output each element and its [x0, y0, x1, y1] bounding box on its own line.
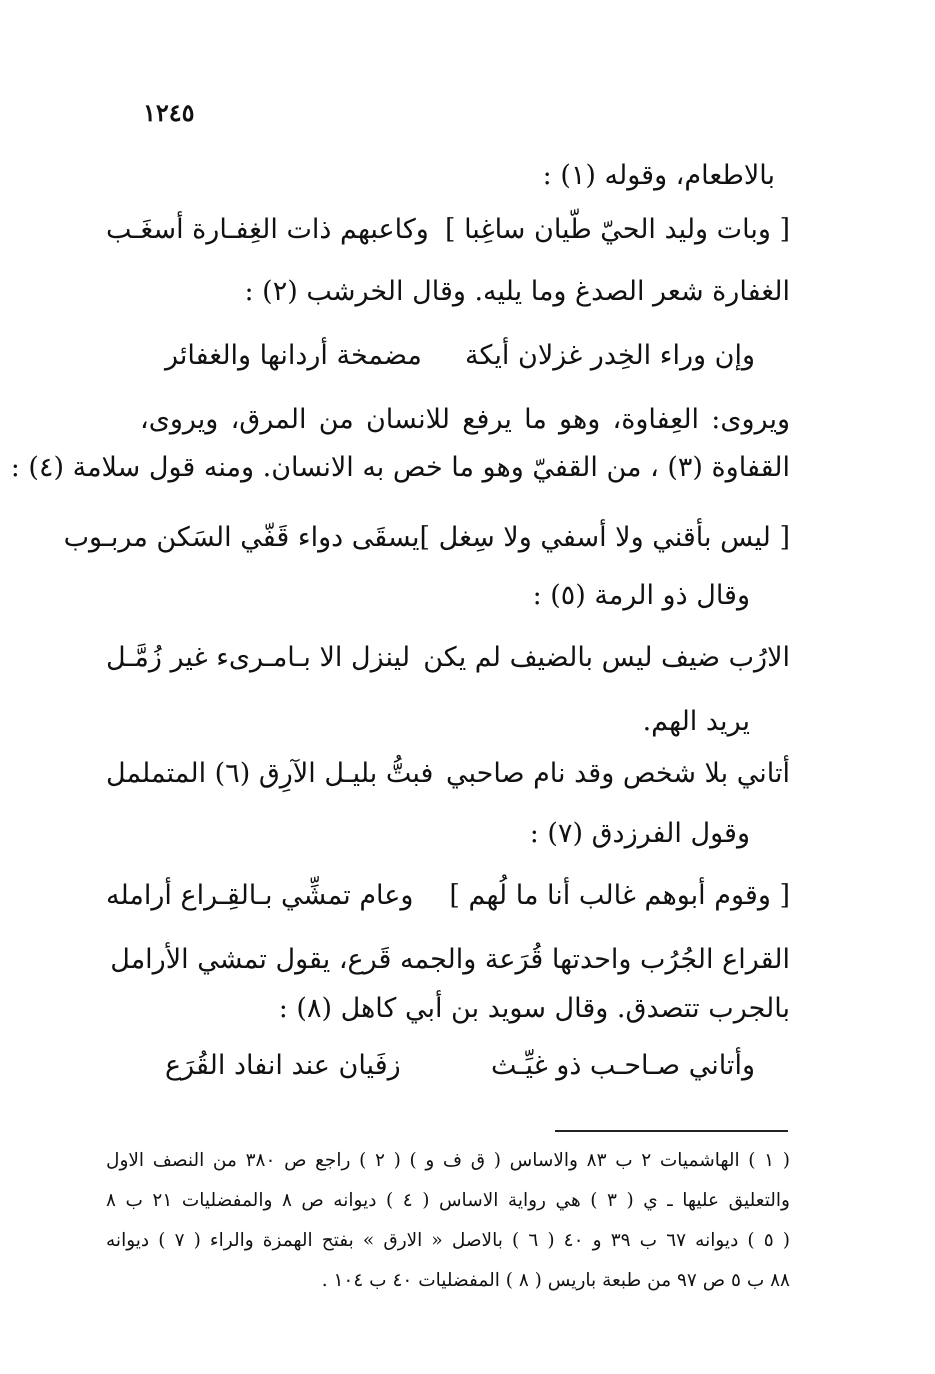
verse-line-6: [106, 880, 790, 911]
verse-line-5: [106, 758, 790, 789]
verse-hemistich-second: وعام تمشِّي بـالقِـراع أرامله: [106, 880, 414, 911]
verse-line-2: [165, 340, 755, 371]
text-line-1: بالاطعام، وقوله (١) :: [542, 160, 775, 191]
verse-hemistich-second: لينزل الا بـامـرىء غير زُمَّـل: [106, 642, 411, 673]
verse-hemistich-first: وإن وراء الخِدر غزلان أيكة: [465, 340, 755, 371]
footnote-separator: [555, 1130, 788, 1132]
footnote-line-3: ( ٥ ) ديوانه ٦٧ ب ٣٩ و ٤٠ ( ٦ ) بالاصل « الارق » بفتح الهمزة والراء ( ٧ ) ديوانه: [106, 1230, 790, 1251]
verse-hemistich-second: زفَيان عند انفاد القُرَع: [165, 1050, 401, 1081]
verse-line-3: [63, 522, 790, 553]
text-line-4: القفاوة (٣) ، من القفيّ وهو ما خص به الانسان. ومنه قول سلامة (٤) :: [10, 452, 790, 483]
page-number: ١٢٤٥: [143, 98, 195, 127]
verse-line-1: [106, 214, 790, 245]
footnote-line-4: ٨٨ ب ٥ ص ٩٧ من طبعة باريس ( ٨ ) المفضليات ٤٠ ب ١٠٤ .: [321, 1270, 790, 1291]
text-line-3: ويروى: العِفاوة، وهو ما يرفع للانسان من المرق، ويروى،: [140, 404, 790, 435]
verse-hemistich-second: مضمخة أردانها والغفائر: [165, 340, 422, 371]
verse-line-4: [106, 642, 790, 673]
text-line-9: بالجرب تتصدق. وقال سويد بن أبي كاهل (٨) :: [278, 993, 790, 1024]
verse-hemistich-second: فبتُّ بليـل الآرِق (٦) المتململ: [106, 758, 434, 789]
text-line-5: وقال ذو الرمة (٥) :: [532, 580, 750, 611]
verse-line-7: [165, 1050, 755, 1081]
text-line-6: يريد الهم.: [642, 706, 750, 737]
text-line-2: الغفارة شعر الصدغ وما يليه. وقال الخرشب (٢) :: [244, 276, 790, 307]
verse-hemistich-first: وأتاني صـاحـب ذو غيِّـث: [491, 1050, 755, 1081]
text-line-7: وقول الفرزدق (٧) :: [529, 818, 750, 849]
verse-hemistich-first: [ وبات وليد الحيّ طّيان ساغِبا ]: [444, 214, 790, 245]
verse-hemistich-second: وكاعبهم ذات الغِفـارة أسغَـب: [106, 214, 429, 245]
verse-hemistich-first: [ ليس بأقني ولا أسفي ولا سِغل ]: [419, 522, 790, 553]
verse-hemistich-first: [ وقوم أبوهم غالب أنا ما لُهم ]: [449, 880, 790, 911]
verse-hemistich-first: الارُب ضيف ليس بالضيف لم يكن: [423, 642, 790, 673]
footnote-line-2: والتعليق عليها ـ ي ( ٣ ) هي رواية الاساس ( ٤ ) ديوانه ص ٨ والمفضليات ٢١ ب ٨: [106, 1190, 790, 1211]
text-line-8: القراع الجُرُب واحدتها قُرَعة والجمه قَرع، يقول تمشي الأرامل: [110, 944, 790, 975]
verse-hemistich-first: أتاني بلا شخص وقد نام صاحبي: [446, 758, 790, 789]
footnote-line-1: ( ١ ) الهاشميات ٢ ب ٨٣ والاساس ( ق ف و ) ( ٢ ) راجع ص ٣٨٠ من النصف الاول: [106, 1150, 790, 1171]
verse-hemistich-second: يسقَى دواء قَفّي السَكن مربـوب: [63, 522, 420, 553]
